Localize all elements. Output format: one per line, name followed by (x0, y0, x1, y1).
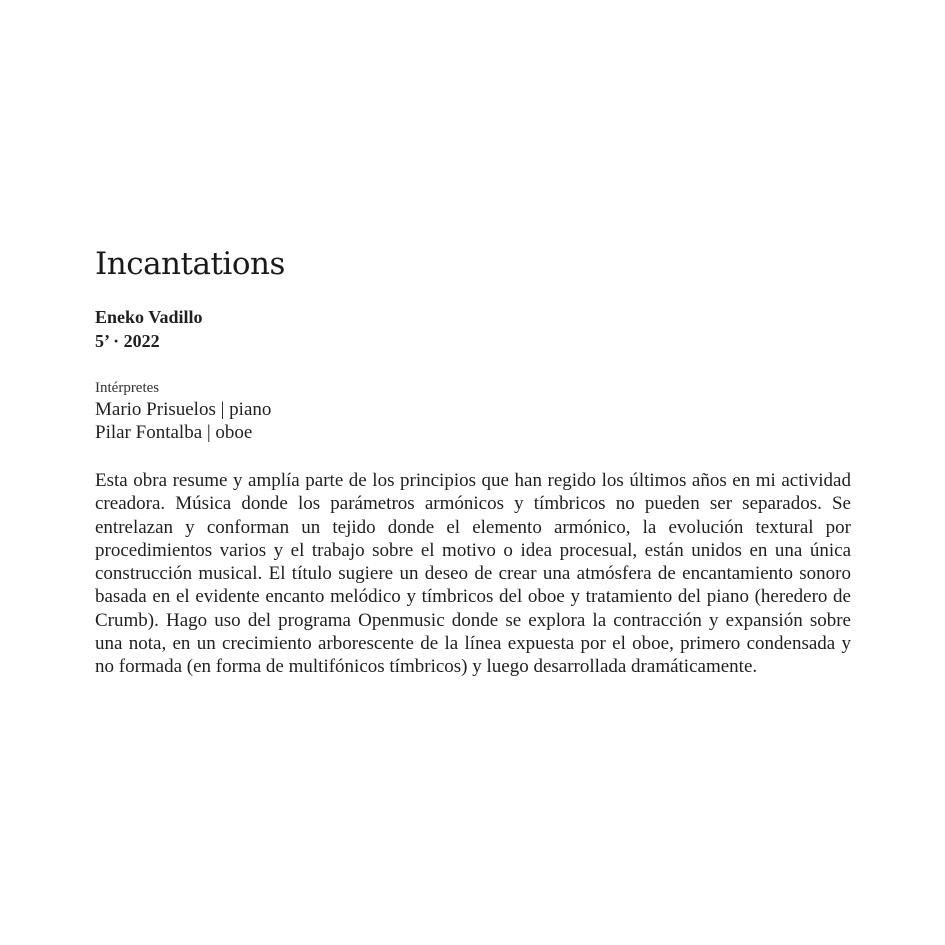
program-note (95, 244, 851, 679)
composer-name: Eneko Vadillo (95, 307, 203, 327)
performers-section (95, 379, 851, 444)
performers-label: Intérpretes (95, 380, 160, 396)
duration-year: 5’ · 2022 (95, 331, 160, 351)
performer-piano: Mario Prisuelos | piano (95, 399, 272, 420)
work-meta (95, 305, 851, 353)
work-description: Esta obra resume y amplía parte de los principios que han regido los últimos años en mi actividad creadora. Música donde los parámetros armónicos y tímbricos no pueden ser separados. Se entrelazan y conforman un tejido donde el elemento armónico, la evolución textural por procedimientos varios y el trabajo sobre el motivo o idea procesual, están unidos en una única construcción musical. El título sugiere un deseo de crear una atmósfera de encantamiento sonoro basada en el evidente encanto melódico y tímbricos del oboe y tratamiento del piano (heredero de Crumb). Hago uso del programa Openmusic donde se explora la contracción y expansión sobre una nota, en un crecimiento arborescente de la línea expuesta por el oboe, primero condensada y no formada (en forma de multifónicos tímbricos) y luego desarrollada dramáticamente. (95, 470, 851, 678)
work-title: Incantations (95, 246, 285, 282)
performer-oboe: Pilar Fontalba | oboe (95, 422, 253, 443)
